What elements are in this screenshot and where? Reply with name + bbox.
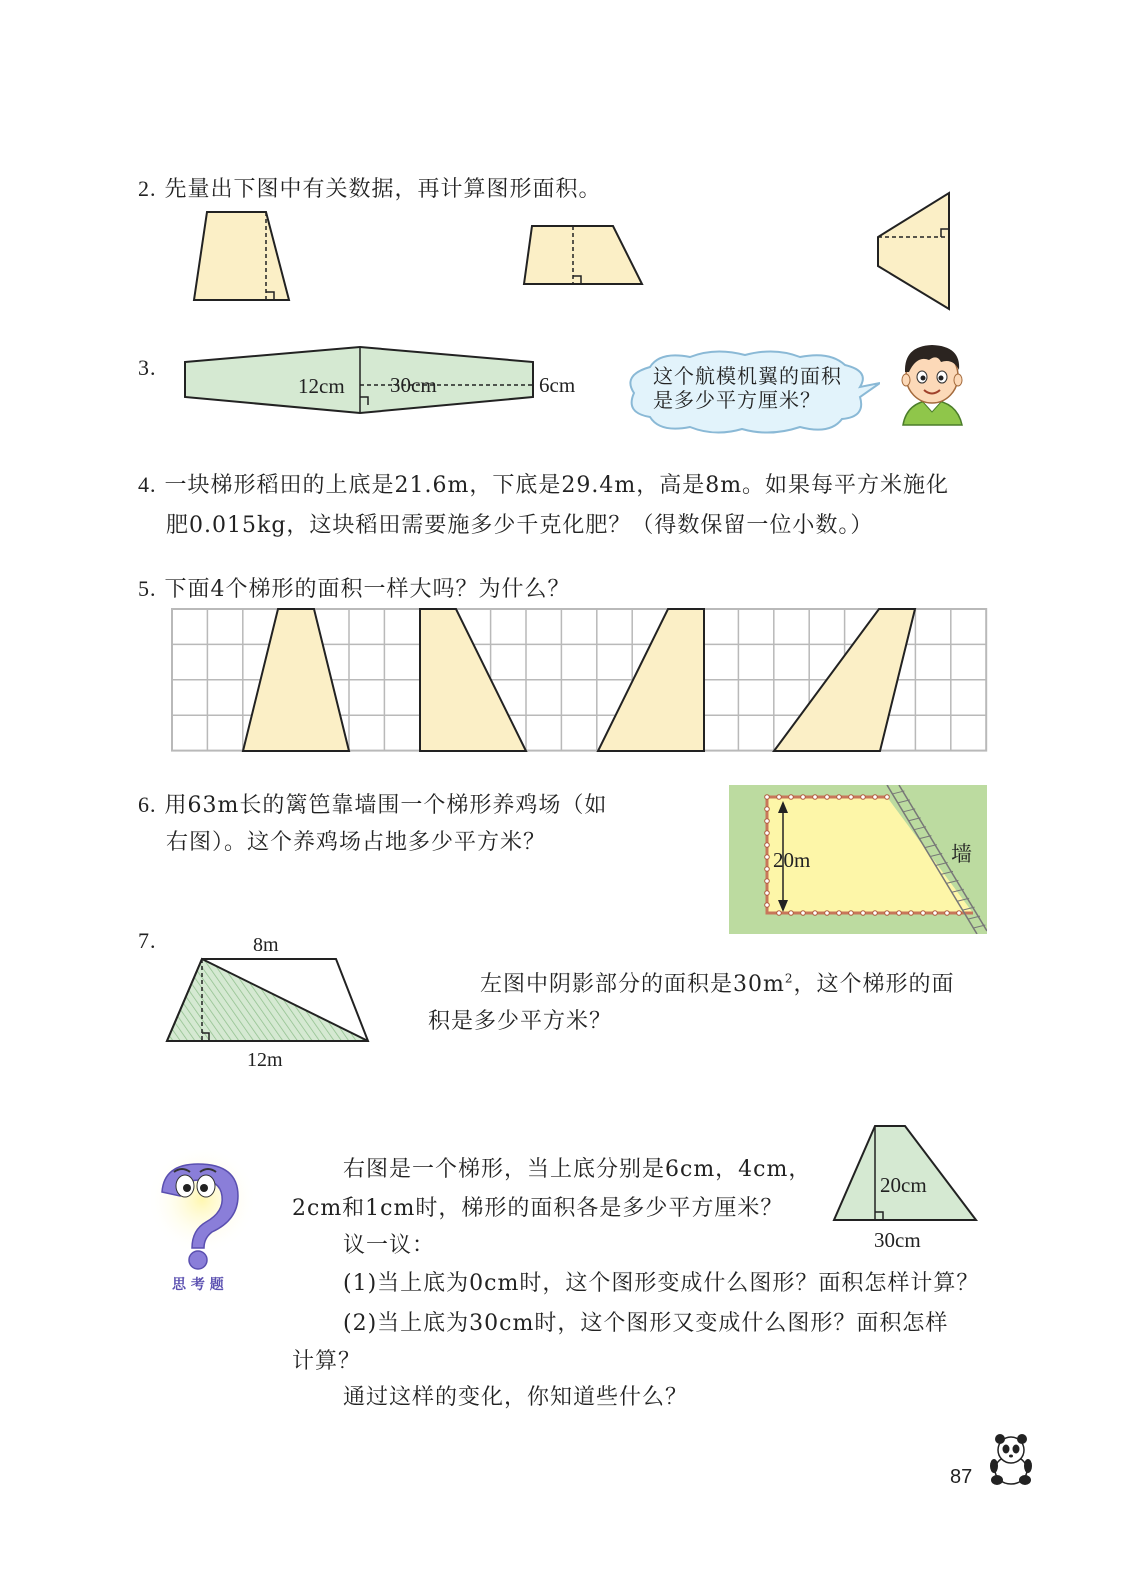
problem-2-number: 2.: [138, 176, 157, 201]
bubble-line-2: 是多少平方厘米？: [653, 388, 821, 412]
problem-6-line-2: 右图）。这个养鸡场占地多少平方米？: [166, 830, 547, 855]
problem-7-line-1: [480, 967, 955, 998]
problem-5-number: 5.: [138, 576, 157, 601]
problem-7-line-2: 积是多少平方米？: [428, 1009, 613, 1034]
problem-7-figure: [150, 925, 390, 1075]
problem-3-number: 3.: [138, 355, 157, 380]
thinking-line-1: 右图是一个梯形，当上底分别是6cm，4cm，: [343, 1157, 812, 1182]
grid-figure: [0, 0, 1128, 760]
problem-6-line-1: [138, 788, 607, 819]
thinking-line-4: (1)当上底为0cm时，这个图形变成什么图形？面积怎样计算？: [343, 1271, 980, 1296]
problem-4-line-2: 肥0.015kg，这块稻田需要施多少千克化肥？（得数保留一位小数。）: [166, 513, 874, 538]
bubble-line-1: 这个航模机翼的面积: [653, 364, 842, 388]
thinking-line-6: 计算？: [292, 1349, 362, 1374]
page-number: 87: [950, 1466, 973, 1488]
problem-7-number: 7.: [138, 928, 157, 953]
chicken-farm-figure: [729, 785, 987, 934]
problem-5-question: 下面4个梯形的面积一样大吗？为什么？: [164, 577, 571, 602]
problem-6-text-1: 用63m长的篱笆靠墙围一个梯形养鸡场（如: [164, 793, 608, 818]
panda-icon: [985, 1430, 1037, 1488]
p7-top-label: 8m: [253, 934, 279, 956]
problem-6-number: 6.: [138, 792, 157, 817]
thinking-badge: 思 考 题: [172, 1277, 224, 1293]
thinking-line-2: 2cm和1cm时，梯形的面积各是多少平方厘米？: [292, 1196, 784, 1221]
wall-label: 墙: [951, 842, 972, 866]
problem-7-sup: 2: [784, 971, 794, 986]
thinking-trapezoid-figure: [820, 1118, 990, 1258]
p7-bottom-label: 12m: [247, 1049, 283, 1071]
thinking-height-label: 20cm: [880, 1173, 927, 1197]
wing-dim-left: 12cm: [298, 374, 345, 398]
problem-4-text-1: 一块梯形稻田的上底是21.6m，下底是29.4m，高是8m。如果每平方米施化: [164, 473, 950, 498]
problem-7-text-1a: 左图中阴影部分的面积是30m: [480, 972, 785, 997]
thinking-base-label: 30cm: [874, 1228, 921, 1252]
farm-height-label: 20m: [773, 848, 811, 872]
problem-4-number: 4.: [138, 472, 157, 497]
wing-dim-right: 6cm: [539, 373, 576, 397]
thinking-line-7: 通过这样的变化，你知道些什么？: [343, 1385, 689, 1410]
thinking-line-5: (2)当上底为30cm时，这个图形又变成什么图形？面积怎样: [343, 1311, 949, 1336]
problem-7-text-1b: ，这个梯形的面: [793, 972, 955, 997]
wing-dim-mid: 30cm: [390, 373, 437, 397]
problem-2-question: 先量出下图中有关数据，再计算图形面积。: [164, 177, 602, 202]
thinking-line-3: 议一议：: [343, 1233, 436, 1258]
